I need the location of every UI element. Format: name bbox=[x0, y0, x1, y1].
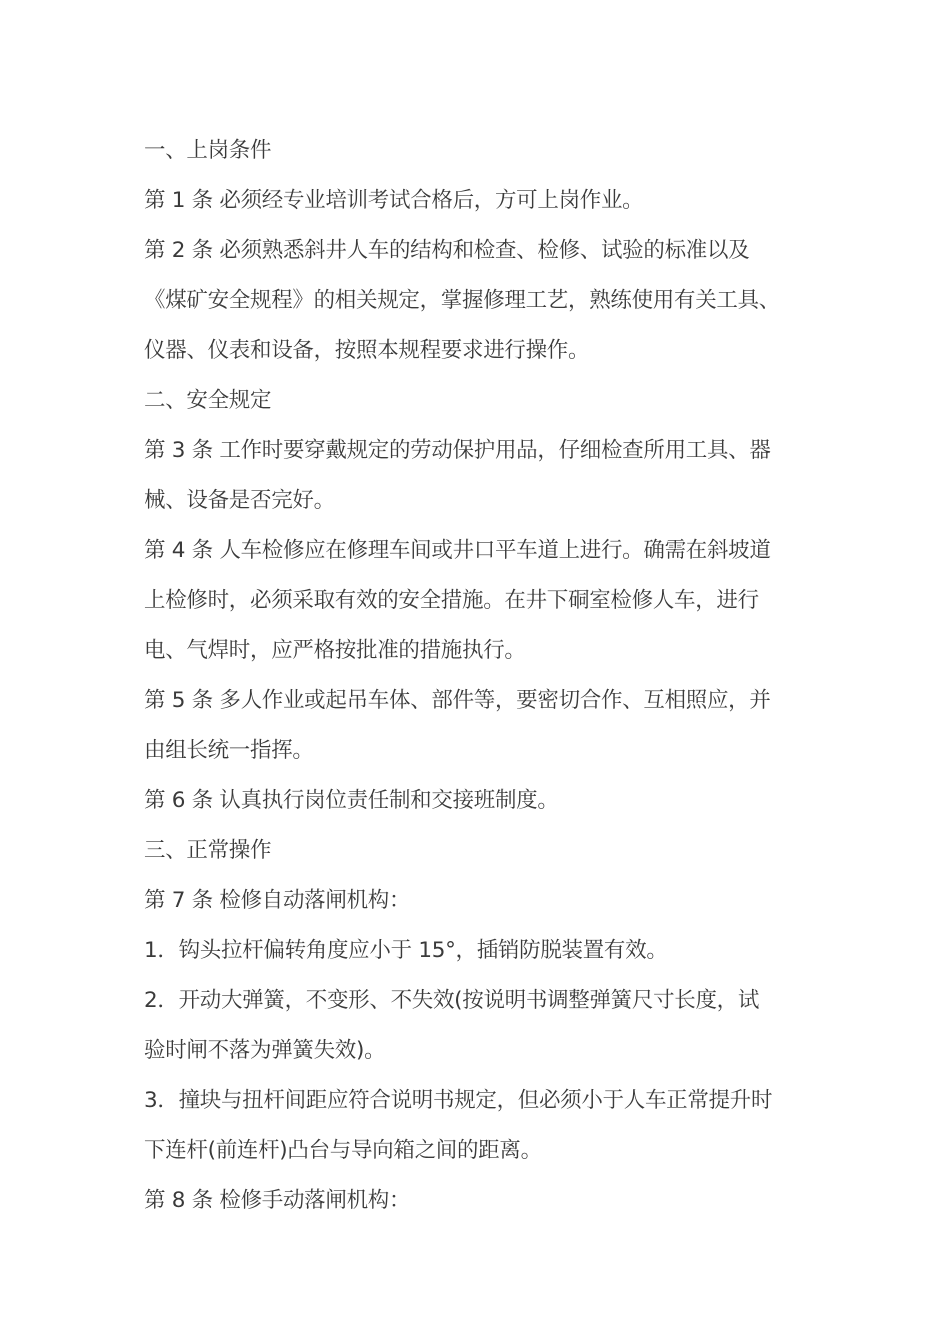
article-4-line-3: 电、气焊时，应严格按批准的措施执行。 bbox=[144, 638, 526, 663]
article-5-line-2: 由组长统一指挥。 bbox=[144, 738, 314, 763]
article-3-line-2: 械、设备是否完好。 bbox=[144, 488, 335, 513]
article-1: 第 1 条 必须经专业培训考试合格后，方可上岗作业。 bbox=[144, 188, 644, 213]
article-7-item-3-line-1: 3．撞块与扭杆间距应符合说明书规定，但必须小于人车正常提升时 bbox=[144, 1088, 773, 1113]
article-2-line-3: 仪器、仪表和设备，按照本规程要求进行操作。 bbox=[144, 338, 590, 363]
article-4-line-1: 第 4 条 人车检修应在修理车间或井口平车道上进行。确需在斜坡道 bbox=[144, 538, 771, 563]
section-heading-2: 二、安全规定 bbox=[144, 388, 272, 413]
article-6: 第 6 条 认真执行岗位责任制和交接班制度。 bbox=[144, 788, 559, 813]
article-7-item-3-line-2: 下连杆(前连杆)凸台与导向箱之间的距离。 bbox=[144, 1138, 542, 1163]
article-7: 第 7 条 检修自动落闸机构： bbox=[144, 888, 411, 913]
article-7-item-2-line-1: 2．开动大弹簧，不变形、不失效(按说明书调整弹簧尺寸长度，试 bbox=[144, 988, 760, 1013]
article-2-line-2: 《煤矿安全规程》的相关规定，掌握修理工艺，熟练使用有关工具、 bbox=[144, 288, 781, 313]
article-7-item-2-line-2: 验时闸不落为弹簧失效)。 bbox=[144, 1038, 386, 1063]
document-page bbox=[144, 133, 824, 1233]
article-3-line-1: 第 3 条 工作时要穿戴规定的劳动保护用品，仔细检查所用工具、器 bbox=[144, 438, 771, 463]
section-heading-1: 一、上岗条件 bbox=[144, 138, 272, 163]
article-4-line-2: 上检修时，必须采取有效的安全措施。在井下硐室检修人车，进行 bbox=[144, 588, 759, 613]
article-8: 第 8 条 检修手动落闸机构： bbox=[144, 1188, 411, 1213]
article-2-line-1: 第 2 条 必须熟悉斜井人车的结构和检查、检修、试验的标准以及 bbox=[144, 238, 750, 263]
article-7-item-1: 1．钩头拉杆偏转角度应小于 15°，插销防脱装置有效。 bbox=[144, 938, 668, 963]
section-heading-3: 三、正常操作 bbox=[144, 838, 272, 863]
article-5-line-1: 第 5 条 多人作业或起吊车体、部件等，要密切合作、互相照应，并 bbox=[144, 688, 771, 713]
